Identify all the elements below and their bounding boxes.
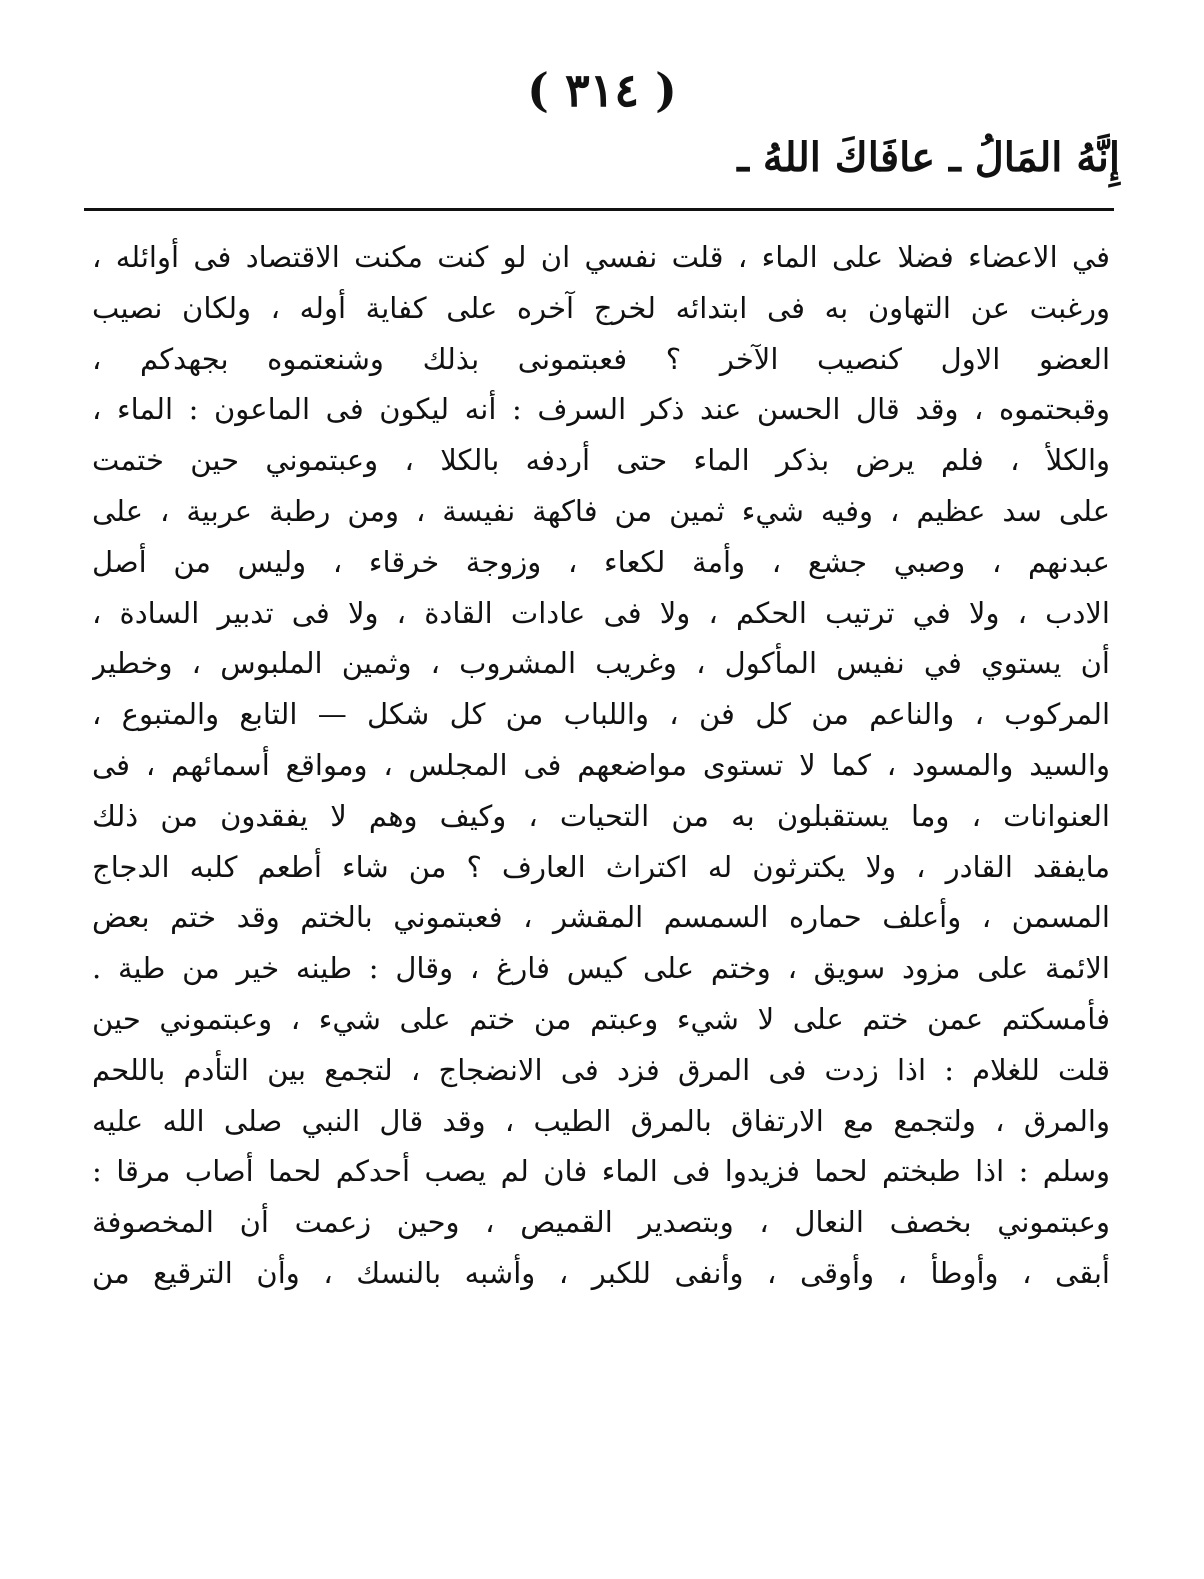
body-text <box>92 232 1110 1299</box>
text-line: أبقى ، وأوطأ ، وأوقى ، وأنفى للكبر ، وأشبه بالنسك ، وأن الترقيع من <box>92 1255 1110 1290</box>
text-line: المسمن ، وأعلف حماره السمسم المقشر ، فعبتموني بالختم وقد ختم بعض <box>92 900 1110 935</box>
text-line: قلت للغلام : اذا زدت فى المرق فزد فى الانضجاج ، لتجمع بين التأدم باللحم <box>92 1052 1110 1087</box>
text-line: المركوب ، والناعم من كل فن ، واللباب من كل شكل — التابع والمتبوع ، <box>92 697 1110 732</box>
text-line: في الاعضاء فضلا على الماء ، قلت نفسي ان لو كنت مكنت الاقتصاد فى أوائله ، <box>92 240 1110 274</box>
text-line: والكلأ ، فلم يرض بذكر الماء حتى أردفه بالكلا ، وعبتموني حين ختمت <box>92 443 1110 478</box>
header-rule <box>84 208 1114 211</box>
text-line: والمرق ، ولتجمع مع الارتفاق بالمرق الطيب ، وقد قال النبي صلى الله عليه <box>92 1103 1110 1138</box>
text-line: عبدنهم ، وصبي جشع ، وأمة لكعاء ، وزوجة خرقاء ، وليس من أصل <box>92 544 1110 579</box>
text-line: العنوانات ، وما يستقبلون به من التحيات ، وكيف وهم لا يفقدون من ذلك <box>92 798 1110 833</box>
text-line: ورغبت عن التهاون به فى ابتدائه لخرج آخره على كفاية أوله ، ولكان نصيب <box>92 290 1110 325</box>
text-line: وعبتموني بخصف النعال ، وبتصدير القميص ، وحين زعمت أن المخصوفة <box>92 1205 1110 1240</box>
text-line: مايفقد القادر ، ولا يكترثون له اكتراث العارف ؟ من شاء أطعم كلبه الدجاج <box>92 849 1110 884</box>
text-line: وقبحتموه ، وقد قال الحسن عند ذكر السرف : أنه ليكون فى الماعون : الماء ، <box>92 392 1110 427</box>
page-number: ( ٣١٤ ) <box>527 63 677 117</box>
text-line: والسيد والمسود ، كما لا تستوى مواضعهم فى المجلس ، ومواقع أسمائهم ، فى <box>92 747 1110 782</box>
text-line: الائمة على مزود سويق ، وختم على كيس فارغ ، وقال : طينه خير من طية . <box>92 951 1110 986</box>
text-line: فأمسكتم عمن ختم على لا شيء وعبتم من ختم على شيء ، وعبتموني حين <box>92 1001 1110 1036</box>
text-line: أن يستوي في نفيس المأكول ، وغريب المشروب ، وثمين الملبوس ، وخطير <box>92 646 1110 681</box>
text-line: العضو الاول كنصيب الآخر ؟ فعبتمونى بذلك وشنعتموه بجهدكم ، <box>92 341 1110 376</box>
text-line: على سد عظيم ، وفيه شيء ثمين من فاكهة نفيسة ، ومن رطبة عربية ، على <box>92 493 1110 528</box>
text-line: الادب ، ولا في ترتيب الحكم ، ولا فى عادات القادة ، ولا فى تدبير السادة ، <box>92 595 1110 630</box>
text-line: وسلم : اذا طبختم لحما فزيدوا فى الماء فان لم يصب أحدكم لحما أصاب مرقا : <box>92 1154 1110 1189</box>
running-head: إِنَّهُ المَالُ ـ عافَاكَ اللهُ ـ <box>737 134 1120 181</box>
